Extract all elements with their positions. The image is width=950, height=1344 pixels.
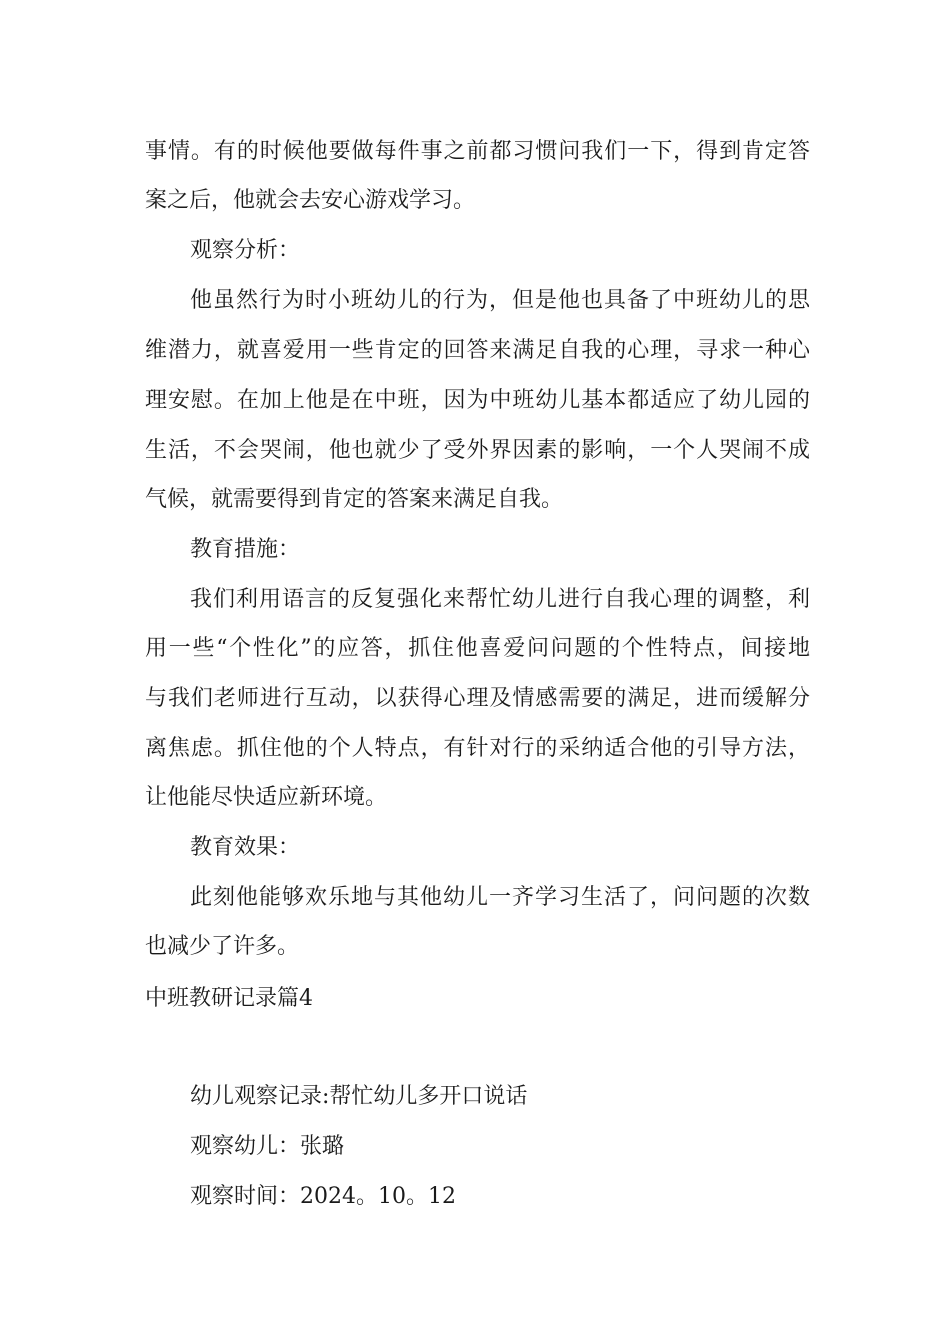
paragraph-line: 让他能尽快适应新环境。	[145, 785, 388, 810]
section-heading: 教育效果：	[190, 835, 301, 860]
observed-time: 观察时间：2024。10。12	[190, 1184, 456, 1209]
paragraph-line: 此刻他能够欢乐地与其他幼儿一齐学习生活了，问问题的次数	[190, 885, 810, 910]
paragraph-line: 与我们老师进行互动，以获得心理及情感需要的满足，进而缓解分	[145, 686, 810, 711]
paragraph-line: 理安慰。在加上他是在中班，因为中班幼儿基本都适应了幼儿园的	[145, 388, 810, 413]
observed-child: 观察幼儿：张璐	[190, 1134, 345, 1159]
section-heading: 教育措施：	[190, 537, 301, 562]
paragraph-line: 事情。有的时候他要做每件事之前都习惯问我们一下，得到肯定答	[145, 139, 810, 164]
section-heading: 观察分析：	[190, 238, 301, 263]
paragraph-line: 他虽然行为时小班幼儿的行为，但是他也具备了中班幼儿的思	[190, 288, 810, 313]
record-title: 幼儿观察记录:帮忙幼儿多开口说话	[190, 1084, 528, 1109]
paragraph-line: 我们利用语言的反复强化来帮忙幼儿进行自我心理的调整，利	[190, 587, 810, 612]
paragraph-line: 也减少了许多。	[145, 934, 300, 959]
paragraph-line: 案之后，他就会去安心游戏学习。	[145, 188, 476, 213]
paragraph-line: 生活，不会哭闹，他也就少了受外界因素的影响，一个人哭闹不成	[145, 438, 810, 463]
paragraph-line: 气候，就需要得到肯定的答案来满足自我。	[145, 487, 564, 512]
paragraph-line: 离焦虑。抓住他的个人特点，有针对行的采纳适合他的引导方法，	[145, 736, 810, 761]
paragraph-line: 维潜力，就喜爱用一些肯定的回答来满足自我的心理，寻求一种心	[145, 338, 810, 363]
paragraph-line: 用一些“个性化”的应答，抓住他喜爱问问题的个性特点，间接地	[145, 636, 810, 661]
section-title: 中班教研记录篇4	[145, 986, 313, 1011]
